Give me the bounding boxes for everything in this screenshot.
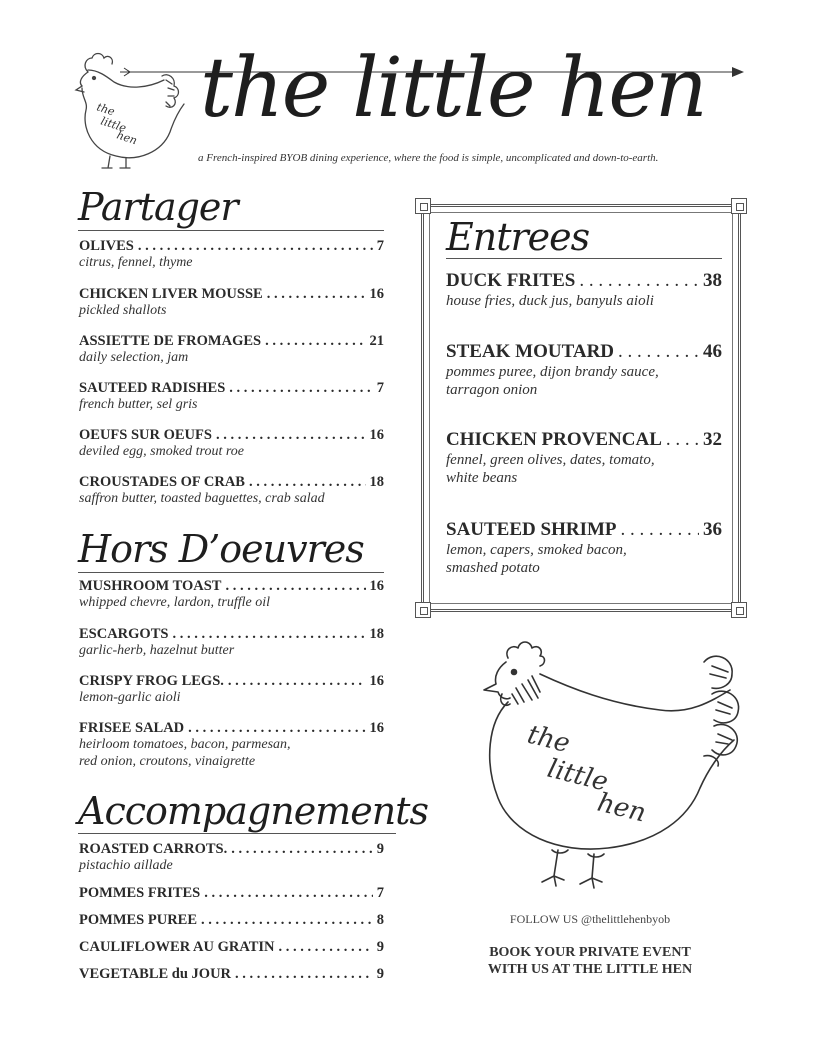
menu-item <box>79 474 384 508</box>
item-price: 46 <box>703 341 722 362</box>
leader-dots <box>265 333 365 350</box>
leader-dots <box>249 474 366 491</box>
brand-title: the little hen <box>200 41 706 136</box>
item-description: smashed potato <box>446 560 540 576</box>
item-description: pickled shallots <box>79 303 167 318</box>
menu-item <box>79 380 384 414</box>
item-price: 38 <box>703 270 722 291</box>
menu-item <box>79 885 384 902</box>
entree-item <box>446 341 722 399</box>
item-price: 18 <box>369 474 384 490</box>
item-name: CAULIFLOWER AU GRATIN <box>79 939 275 955</box>
frame-corner-ornament <box>415 602 431 618</box>
menu-item <box>79 427 384 461</box>
menu-item <box>79 626 384 660</box>
item-price: 32 <box>703 429 722 450</box>
item-price: 16 <box>369 578 384 594</box>
leader-dots <box>621 519 700 541</box>
entree-item <box>446 429 722 487</box>
item-price: 16 <box>369 720 384 736</box>
leader-dots <box>172 626 365 643</box>
menu-item <box>79 333 384 367</box>
menu-item <box>79 841 384 875</box>
leader-dots <box>188 720 365 737</box>
social-handle: FOLLOW US @thelittlehenbyob <box>509 912 671 926</box>
frame-corner-ornament <box>415 198 431 214</box>
leader-dots <box>666 429 699 451</box>
item-name: STEAK MOUTARD <box>446 341 615 362</box>
section-rule <box>78 230 384 231</box>
item-description: lemon, capers, smoked bacon, <box>446 542 627 558</box>
item-description: house fries, duck jus, banyuls aioli <box>446 293 654 309</box>
section-title-partager: Partager <box>78 185 238 229</box>
hen-logo-icon <box>66 40 186 170</box>
item-description: red onion, croutons, vinaigrette <box>79 753 256 769</box>
item-price: 18 <box>369 626 384 642</box>
item-price: 36 <box>703 519 722 540</box>
item-name: VEGETABLE du JOUR <box>79 966 232 982</box>
item-name: POMMES FRITES <box>79 885 201 901</box>
item-name: ESCARGOTS <box>79 626 169 642</box>
menu-item <box>79 720 384 771</box>
item-price: 7 <box>376 380 384 396</box>
item-price: 7 <box>376 885 384 901</box>
svg-text:hen: hen <box>115 128 139 148</box>
private-event-line: BOOK YOUR PRIVATE EVENT <box>489 945 691 960</box>
entree-item <box>446 270 722 310</box>
tagline: a French-inspired BYOB dining experience, where the food is simple, uncomplicated and down-to-earth. <box>198 152 659 164</box>
svg-text:little: little <box>99 114 128 135</box>
frame-corner-ornament <box>731 602 747 618</box>
item-name: POMMES PUREE <box>79 912 198 928</box>
item-price: 16 <box>369 427 384 443</box>
item-price: 7 <box>376 238 384 254</box>
item-name: ROASTED CARROTS. <box>79 841 228 857</box>
leader-dots <box>201 912 373 929</box>
leader-dots <box>579 270 699 292</box>
item-description: tarragon onion <box>446 382 538 398</box>
svg-text:little: little <box>544 753 611 798</box>
item-name: ASSIETTE DE FROMAGES <box>79 333 262 349</box>
leader-dots <box>235 966 373 983</box>
item-name: CROUSTADES OF CRAB <box>79 474 245 490</box>
leader-dots <box>228 673 366 690</box>
leader-dots <box>229 380 372 397</box>
item-price: 16 <box>369 673 384 689</box>
menu-item <box>79 286 384 320</box>
section-title-accompagnements: Accompagnements <box>78 789 428 833</box>
item-name: CHICKEN LIVER MOUSSE <box>79 286 263 302</box>
item-description: daily selection, jam <box>79 350 189 365</box>
item-description: pommes puree, dijon brandy sauce, <box>446 364 659 380</box>
private-event-callout <box>440 945 740 979</box>
item-description: white beans <box>446 470 518 486</box>
item-price: 21 <box>369 333 384 349</box>
item-description: saffron butter, toasted baguettes, crab salad <box>79 491 325 506</box>
item-description: deviled egg, smoked trout roe <box>79 444 244 459</box>
item-price: 9 <box>376 841 384 857</box>
menu-item <box>79 238 384 272</box>
item-name: CHICKEN PROVENCAL <box>446 429 662 450</box>
item-description: fennel, green olives, dates, tomato, <box>446 452 655 468</box>
item-name: OEUFS SUR OEUFS <box>79 427 212 443</box>
item-price: 8 <box>376 912 384 928</box>
frame-corner-ornament <box>731 198 747 214</box>
leader-dots <box>216 427 366 444</box>
item-description: heirloom tomatoes, bacon, parmesan, <box>79 737 291 752</box>
leader-dots <box>138 238 373 255</box>
item-name: DUCK FRITES <box>446 270 576 291</box>
entree-item <box>446 519 722 577</box>
item-price: 9 <box>376 966 384 982</box>
private-event-line: WITH US AT THE LITTLE HEN <box>487 961 693 977</box>
section-rule <box>78 572 384 573</box>
section-title-entrees: Entrees <box>446 215 590 259</box>
leader-dots <box>279 939 373 956</box>
leader-dots <box>267 286 366 303</box>
menu-item <box>79 912 384 929</box>
item-description: lemon-garlic aioli <box>79 690 181 705</box>
menu-item <box>79 673 384 707</box>
item-description: pistachio aillade <box>79 858 173 873</box>
item-description: citrus, fennel, thyme <box>79 255 193 270</box>
svg-text:the: the <box>524 719 573 760</box>
leader-dots <box>204 885 373 902</box>
item-price: 16 <box>369 286 384 302</box>
menu-item <box>79 578 384 612</box>
menu-item <box>79 939 384 956</box>
section-rule <box>446 258 722 259</box>
section-rule <box>78 833 396 834</box>
item-description: french butter, sel gris <box>79 397 198 412</box>
svg-text:the: the <box>95 100 117 119</box>
item-description: whipped chevre, lardon, truffle oil <box>79 595 271 610</box>
item-name: FRISEE SALAD <box>79 720 185 736</box>
section-title-hors-doeuvres: Hors D’oeuvres <box>78 527 364 571</box>
item-name: SAUTEED SHRIMP <box>446 519 617 540</box>
leader-dots <box>618 341 699 363</box>
item-price: 9 <box>376 939 384 955</box>
item-name: MUSHROOM TOAST <box>79 578 222 594</box>
item-name: CRISPY FROG LEGS. <box>79 673 224 689</box>
svg-text:hen: hen <box>594 787 650 829</box>
menu-item <box>79 966 384 983</box>
item-description: garlic-herb, hazelnut butter <box>79 643 235 658</box>
leader-dots <box>225 578 365 595</box>
item-name: OLIVES <box>79 238 134 254</box>
item-name: SAUTEED RADISHES <box>79 380 226 396</box>
leader-dots <box>231 841 373 858</box>
hen-illustration-icon <box>468 618 758 898</box>
